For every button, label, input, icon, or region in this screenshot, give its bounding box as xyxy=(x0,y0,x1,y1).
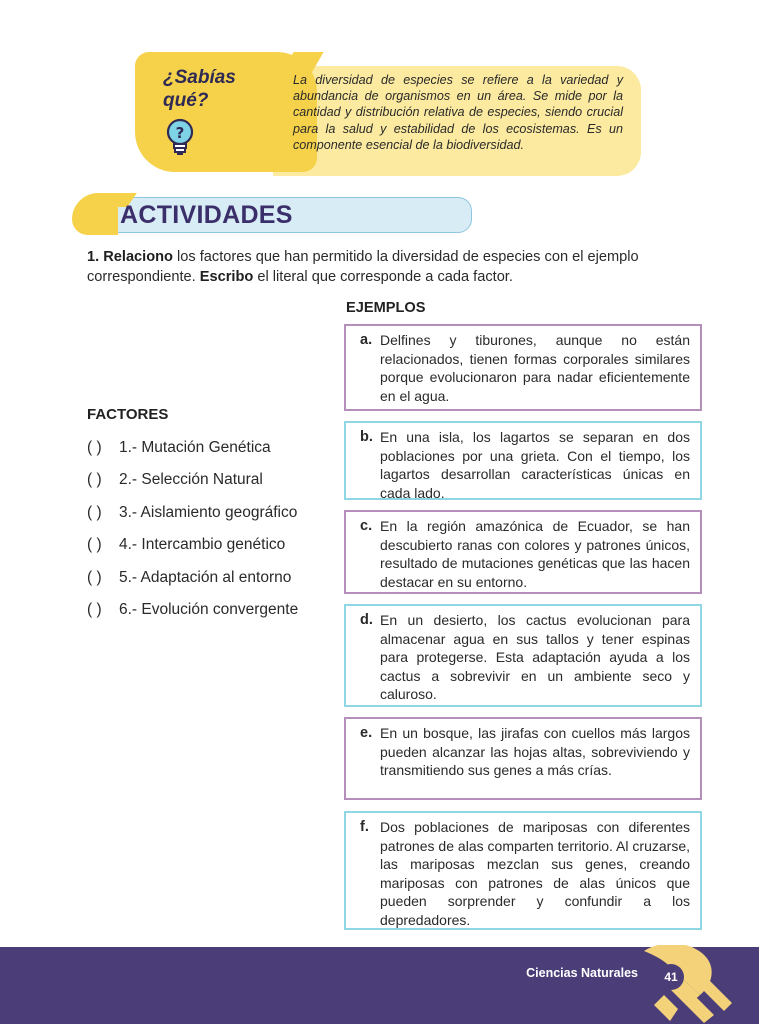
factors-title: FACTORES xyxy=(87,406,169,423)
factor-label: 2.- Selección Natural xyxy=(119,471,263,489)
factor-answer-blank[interactable]: ( ) xyxy=(87,471,102,489)
page-footer xyxy=(0,947,759,1024)
example-text: Dos poblaciones de mariposas con diferentes patrones de alas comparten territorio. Al cruzarse, las mariposas mezclan sus genes, creando mariposas con patrones de alas únicos que pueden sorprender y confundir a los depredadores. xyxy=(380,819,690,928)
factor-label: 6.- Evolución convergente xyxy=(119,600,299,618)
example-box-b xyxy=(344,421,702,500)
example-letter: f. xyxy=(360,819,369,835)
factor-label: 5.- Adaptación al entorno xyxy=(119,568,292,586)
example-text: En una isla, los lagartos se separan en dos poblaciones por una grieta. Con el tiempo, los lagartos desarrollan características únicas en cada lado. xyxy=(380,429,690,501)
rocket-icon xyxy=(642,945,734,1024)
svg-text:?: ? xyxy=(175,124,185,142)
example-letter: c. xyxy=(360,518,373,534)
example-letter: b. xyxy=(360,429,373,445)
lightbulb-question-icon xyxy=(165,118,195,158)
did-you-know-text: La diversidad de especies se refiere a la variedad y abundancia de organismos en un área. Se mide por la cantidad y distribución relativa de especies, siendo crucial para la salud y estabilidad de los ecosistemas. Es un componente esencial de la biodiversidad. xyxy=(293,73,623,152)
example-letter: a. xyxy=(360,332,373,348)
example-box-d xyxy=(344,604,702,707)
page-number: 41 xyxy=(658,964,684,990)
instruction-verb-write: Escribo xyxy=(199,268,254,285)
example-box-c xyxy=(344,510,702,594)
factor-item xyxy=(87,470,298,502)
factor-answer-blank[interactable]: ( ) xyxy=(87,536,102,554)
instruction-text-1: los factores que han permitido la diversidad de especies con el ejemplo correspondiente. xyxy=(87,249,639,285)
instruction-text-2: el literal que corresponde a cada factor. xyxy=(253,268,513,285)
example-box-e xyxy=(344,717,702,800)
did-you-know-box xyxy=(135,52,641,178)
instruction-verb-relate: Relaciono xyxy=(103,249,173,265)
instruction-number: 1. xyxy=(87,249,100,265)
factor-item xyxy=(87,438,298,470)
example-text: Delfines y tiburones, aunque no están relacionados, tienen formas corporales similares porque evolucionaron para nadar eficientemente en el agua. xyxy=(380,332,690,404)
factors-list xyxy=(87,438,298,632)
example-letter: e. xyxy=(360,725,373,741)
activities-header xyxy=(72,193,474,235)
factor-label: 4.- Intercambio genético xyxy=(119,536,286,554)
activities-title: ACTIVIDADES xyxy=(120,201,293,229)
subject-label: Ciencias Naturales xyxy=(526,966,638,980)
factor-item xyxy=(87,568,298,600)
example-text: En la región amazónica de Ecuador, se han descubierto ranas con colores y patrones únicos, resultado de mutaciones genéticas que las hacen destacar en su entorno. xyxy=(380,518,690,590)
example-box-a xyxy=(344,324,702,411)
factor-item xyxy=(87,535,298,567)
factor-item xyxy=(87,600,298,632)
example-letter: d. xyxy=(360,612,373,628)
example-text: En un bosque, las jirafas con cuellos más largos pueden alcanzar las hojas altas, sobreviviendo y transmitiendo sus genes a más crías. xyxy=(380,725,690,779)
factor-label: 1.- Mutación Genética xyxy=(119,439,271,456)
factor-answer-blank[interactable]: ( ) xyxy=(87,439,102,456)
factor-answer-blank[interactable]: ( ) xyxy=(87,503,102,521)
example-box-f xyxy=(344,811,702,930)
activity-instruction xyxy=(87,248,693,287)
factor-label: 3.- Aislamiento geográfico xyxy=(119,503,298,521)
factor-answer-blank[interactable]: ( ) xyxy=(87,568,102,586)
factor-item xyxy=(87,503,298,535)
factor-answer-blank[interactable]: ( ) xyxy=(87,600,102,618)
examples-title: EJEMPLOS xyxy=(346,300,426,316)
example-text: En un desierto, los cactus evolucionan para almacenar agua en sus tallos y tener espinas para protegerse. Esta adaptación ayuda a los cactus a sobrevivir en un ambiente seco y caluroso. xyxy=(380,612,690,703)
did-you-know-title: ¿Sabías qué? xyxy=(163,67,236,111)
